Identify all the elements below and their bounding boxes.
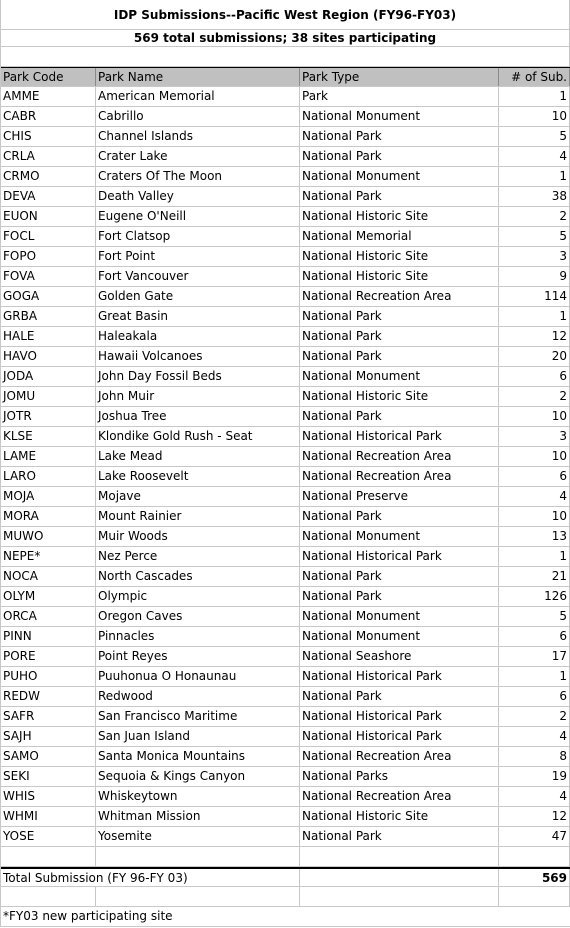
column-header-park-type: Park Type — [300, 68, 499, 86]
park-type-cell: National Monument — [300, 607, 499, 626]
park-name-cell: San Juan Island — [96, 727, 300, 746]
park-name-cell: Fort Vancouver — [96, 267, 300, 286]
table-row — [1, 607, 570, 627]
park-name-cell: Great Basin — [96, 307, 300, 326]
park-name-cell: Klondike Gold Rush - Seat — [96, 427, 300, 446]
submissions-cell: 1 — [499, 87, 570, 106]
park-type-cell: National Seashore — [300, 647, 499, 666]
total-label: Total Submission (FY 96-FY 03) — [1, 869, 300, 886]
table-row — [1, 447, 570, 467]
submissions-cell: 3 — [499, 427, 570, 446]
table-row — [1, 467, 570, 487]
submissions-cell: 12 — [499, 327, 570, 346]
park-type-cell: National Historic Site — [300, 267, 499, 286]
table-row — [1, 227, 570, 247]
park-name-cell: Death Valley — [96, 187, 300, 206]
park-type-cell: National Historical Park — [300, 707, 499, 726]
table-row — [1, 127, 570, 147]
submissions-cell: 6 — [499, 367, 570, 386]
table-row — [1, 827, 570, 847]
submissions-cell: 4 — [499, 727, 570, 746]
park-type-cell: National Monument — [300, 107, 499, 126]
summary-text: 569 total submissions; 38 sites participating — [1, 30, 570, 46]
park-type-cell: National Park — [300, 687, 499, 706]
submissions-cell: 10 — [499, 107, 570, 126]
park-type-cell: National Recreation Area — [300, 787, 499, 806]
park-code-cell: FOCL — [1, 227, 96, 246]
total-row — [1, 867, 570, 887]
park-name-cell: Mount Rainier — [96, 507, 300, 526]
submissions-cell: 12 — [499, 807, 570, 826]
park-name-cell: North Cascades — [96, 567, 300, 586]
empty-cell — [1, 847, 96, 866]
park-name-cell: Point Reyes — [96, 647, 300, 666]
table-row — [1, 587, 570, 607]
submissions-cell: 10 — [499, 507, 570, 526]
submissions-cell: 19 — [499, 767, 570, 786]
park-name-cell: Joshua Tree — [96, 407, 300, 426]
park-code-cell: SAFR — [1, 707, 96, 726]
park-name-cell: Santa Monica Mountains — [96, 747, 300, 766]
submissions-cell: 3 — [499, 247, 570, 266]
table-row — [1, 627, 570, 647]
park-code-cell: WHMI — [1, 807, 96, 826]
table-row — [1, 307, 570, 327]
table-row — [1, 767, 570, 787]
park-type-cell: Park — [300, 87, 499, 106]
table-row — [1, 147, 570, 167]
park-name-cell: Muir Woods — [96, 527, 300, 546]
park-type-cell: National Park — [300, 587, 499, 606]
park-type-cell: National Historic Site — [300, 807, 499, 826]
park-name-cell: Fort Clatsop — [96, 227, 300, 246]
park-name-cell: Cabrillo — [96, 107, 300, 126]
park-type-cell: National Historical Park — [300, 727, 499, 746]
park-name-cell: Fort Point — [96, 247, 300, 266]
table-row — [1, 667, 570, 687]
park-type-cell: National Parks — [300, 767, 499, 786]
table-row — [1, 387, 570, 407]
table-row — [1, 567, 570, 587]
empty-cell — [1, 47, 570, 66]
empty-cell — [300, 869, 499, 886]
table-row — [1, 347, 570, 367]
table-row — [1, 787, 570, 807]
park-name-cell: Golden Gate — [96, 287, 300, 306]
park-code-cell: PORE — [1, 647, 96, 666]
empty-row — [1, 847, 570, 867]
park-code-cell: SAJH — [1, 727, 96, 746]
table-row — [1, 287, 570, 307]
footnote: *FY03 new participating site — [3, 909, 173, 923]
table-row — [1, 87, 570, 107]
table-row — [1, 247, 570, 267]
park-type-cell: National Park — [300, 347, 499, 366]
park-name-cell: Lake Roosevelt — [96, 467, 300, 486]
park-code-cell: ORCA — [1, 607, 96, 626]
empty-cell — [300, 887, 499, 906]
park-code-cell: MORA — [1, 507, 96, 526]
empty-cell — [1, 887, 96, 906]
submissions-cell: 1 — [499, 547, 570, 566]
park-name-cell: Hawaii Volcanoes — [96, 347, 300, 366]
park-name-cell: Crater Lake — [96, 147, 300, 166]
submissions-cell: 1 — [499, 307, 570, 326]
park-code-cell: NOCA — [1, 567, 96, 586]
park-code-cell: MOJA — [1, 487, 96, 506]
park-type-cell: National Park — [300, 407, 499, 426]
park-code-cell: JOMU — [1, 387, 96, 406]
park-name-cell: Oregon Caves — [96, 607, 300, 626]
table-row — [1, 207, 570, 227]
table-header-row — [1, 67, 570, 87]
subtitle-row — [1, 30, 570, 47]
park-code-cell: CHIS — [1, 127, 96, 146]
park-name-cell: Lake Mead — [96, 447, 300, 466]
park-name-cell: Yosemite — [96, 827, 300, 846]
park-type-cell: National Historical Park — [300, 667, 499, 686]
park-type-cell: National Historic Site — [300, 247, 499, 266]
park-type-cell: National Historic Site — [300, 387, 499, 406]
park-code-cell: CRMO — [1, 167, 96, 186]
park-type-cell: National Historical Park — [300, 547, 499, 566]
park-code-cell: JODA — [1, 367, 96, 386]
submissions-cell: 10 — [499, 447, 570, 466]
empty-row — [1, 887, 570, 907]
empty-cell — [499, 847, 570, 866]
park-code-cell: KLSE — [1, 427, 96, 446]
park-name-cell: John Day Fossil Beds — [96, 367, 300, 386]
empty-cell — [96, 847, 300, 866]
park-type-cell: National Recreation Area — [300, 287, 499, 306]
park-name-cell: Nez Perce — [96, 547, 300, 566]
submissions-cell: 6 — [499, 627, 570, 646]
park-name-cell: Whitman Mission — [96, 807, 300, 826]
table-row — [1, 367, 570, 387]
park-code-cell: WHIS — [1, 787, 96, 806]
park-type-cell: National Recreation Area — [300, 447, 499, 466]
table-row — [1, 167, 570, 187]
park-type-cell: National Monument — [300, 627, 499, 646]
park-code-cell: HAVO — [1, 347, 96, 366]
table-row — [1, 747, 570, 767]
empty-row — [1, 47, 570, 67]
table-row — [1, 547, 570, 567]
submissions-cell: 10 — [499, 407, 570, 426]
park-name-cell: San Francisco Maritime — [96, 707, 300, 726]
submissions-cell: 6 — [499, 467, 570, 486]
table-row — [1, 807, 570, 827]
submissions-cell: 5 — [499, 227, 570, 246]
park-code-cell: CABR — [1, 107, 96, 126]
park-type-cell: National Monument — [300, 367, 499, 386]
park-code-cell: FOVA — [1, 267, 96, 286]
park-type-cell: National Recreation Area — [300, 467, 499, 486]
park-type-cell: National Park — [300, 147, 499, 166]
park-code-cell: HALE — [1, 327, 96, 346]
park-type-cell: National Park — [300, 507, 499, 526]
submissions-cell: 1 — [499, 667, 570, 686]
park-type-cell: National Monument — [300, 527, 499, 546]
table-row — [1, 427, 570, 447]
total-value: 569 — [499, 869, 570, 886]
submissions-cell: 126 — [499, 587, 570, 606]
park-code-cell: FOPO — [1, 247, 96, 266]
empty-cell — [300, 847, 499, 866]
park-type-cell: National Park — [300, 307, 499, 326]
table-row — [1, 727, 570, 747]
park-name-cell: Whiskeytown — [96, 787, 300, 806]
title-row — [1, 0, 570, 30]
empty-cell — [96, 887, 300, 906]
park-name-cell: Craters Of The Moon — [96, 167, 300, 186]
submissions-cell: 13 — [499, 527, 570, 546]
submissions-cell: 5 — [499, 607, 570, 626]
submissions-cell: 17 — [499, 647, 570, 666]
table-row — [1, 487, 570, 507]
park-code-cell: LARO — [1, 467, 96, 486]
table-row — [1, 527, 570, 547]
park-name-cell: Olympic — [96, 587, 300, 606]
park-type-cell: National Monument — [300, 167, 499, 186]
park-name-cell: Sequoia & Kings Canyon — [96, 767, 300, 786]
park-code-cell: GOGA — [1, 287, 96, 306]
park-code-cell: PUHO — [1, 667, 96, 686]
table-row — [1, 707, 570, 727]
footnote-row — [1, 907, 570, 927]
table-row — [1, 107, 570, 127]
park-type-cell: National Park — [300, 127, 499, 146]
park-name-cell: Mojave — [96, 487, 300, 506]
submissions-cell: 2 — [499, 207, 570, 226]
table-row — [1, 687, 570, 707]
park-code-cell: REDW — [1, 687, 96, 706]
table-row — [1, 187, 570, 207]
park-name-cell: Redwood — [96, 687, 300, 706]
park-type-cell: National Historical Park — [300, 427, 499, 446]
submissions-cell: 21 — [499, 567, 570, 586]
submissions-cell: 1 — [499, 167, 570, 186]
park-type-cell: National Preserve — [300, 487, 499, 506]
park-code-cell: CRLA — [1, 147, 96, 166]
park-code-cell: PINN — [1, 627, 96, 646]
table-row — [1, 267, 570, 287]
park-code-cell: SEKI — [1, 767, 96, 786]
park-type-cell: National Park — [300, 327, 499, 346]
submissions-cell: 38 — [499, 187, 570, 206]
submissions-cell: 4 — [499, 787, 570, 806]
park-name-cell: Eugene O'Neill — [96, 207, 300, 226]
column-header-submissions: # of Sub. — [499, 68, 570, 86]
submissions-cell: 5 — [499, 127, 570, 146]
submissions-cell: 8 — [499, 747, 570, 766]
park-code-cell: DEVA — [1, 187, 96, 206]
park-type-cell: National Recreation Area — [300, 747, 499, 766]
park-name-cell: Puuhonua O Honaunau — [96, 667, 300, 686]
park-type-cell: National Park — [300, 567, 499, 586]
park-code-cell: JOTR — [1, 407, 96, 426]
submissions-cell: 6 — [499, 687, 570, 706]
submissions-cell: 20 — [499, 347, 570, 366]
park-code-cell: OLYM — [1, 587, 96, 606]
table-row — [1, 647, 570, 667]
park-name-cell: Pinnacles — [96, 627, 300, 646]
park-code-cell: LAME — [1, 447, 96, 466]
park-name-cell: Haleakala — [96, 327, 300, 346]
park-type-cell: National Park — [300, 827, 499, 846]
park-code-cell: MUWO — [1, 527, 96, 546]
park-code-cell: NEPE* — [1, 547, 96, 566]
empty-cell — [499, 887, 570, 906]
table-body — [1, 87, 570, 847]
submissions-cell: 114 — [499, 287, 570, 306]
park-code-cell: AMME — [1, 87, 96, 106]
table-row — [1, 327, 570, 347]
submissions-cell: 4 — [499, 487, 570, 506]
table-row — [1, 507, 570, 527]
submissions-cell: 47 — [499, 827, 570, 846]
table-row — [1, 407, 570, 427]
submissions-cell: 2 — [499, 707, 570, 726]
page-title: IDP Submissions--Pacific West Region (FY96-FY03) — [1, 0, 570, 29]
park-name-cell: American Memorial — [96, 87, 300, 106]
park-code-cell: YOSE — [1, 827, 96, 846]
park-type-cell: National Park — [300, 187, 499, 206]
column-header-park-code: Park Code — [1, 68, 96, 86]
park-name-cell: John Muir — [96, 387, 300, 406]
park-type-cell: National Memorial — [300, 227, 499, 246]
submissions-cell: 2 — [499, 387, 570, 406]
park-name-cell: Channel Islands — [96, 127, 300, 146]
park-code-cell: GRBA — [1, 307, 96, 326]
park-code-cell: EUON — [1, 207, 96, 226]
submissions-cell: 9 — [499, 267, 570, 286]
park-code-cell: SAMO — [1, 747, 96, 766]
park-type-cell: National Historic Site — [300, 207, 499, 226]
column-header-park-name: Park Name — [96, 68, 300, 86]
submissions-cell: 4 — [499, 147, 570, 166]
